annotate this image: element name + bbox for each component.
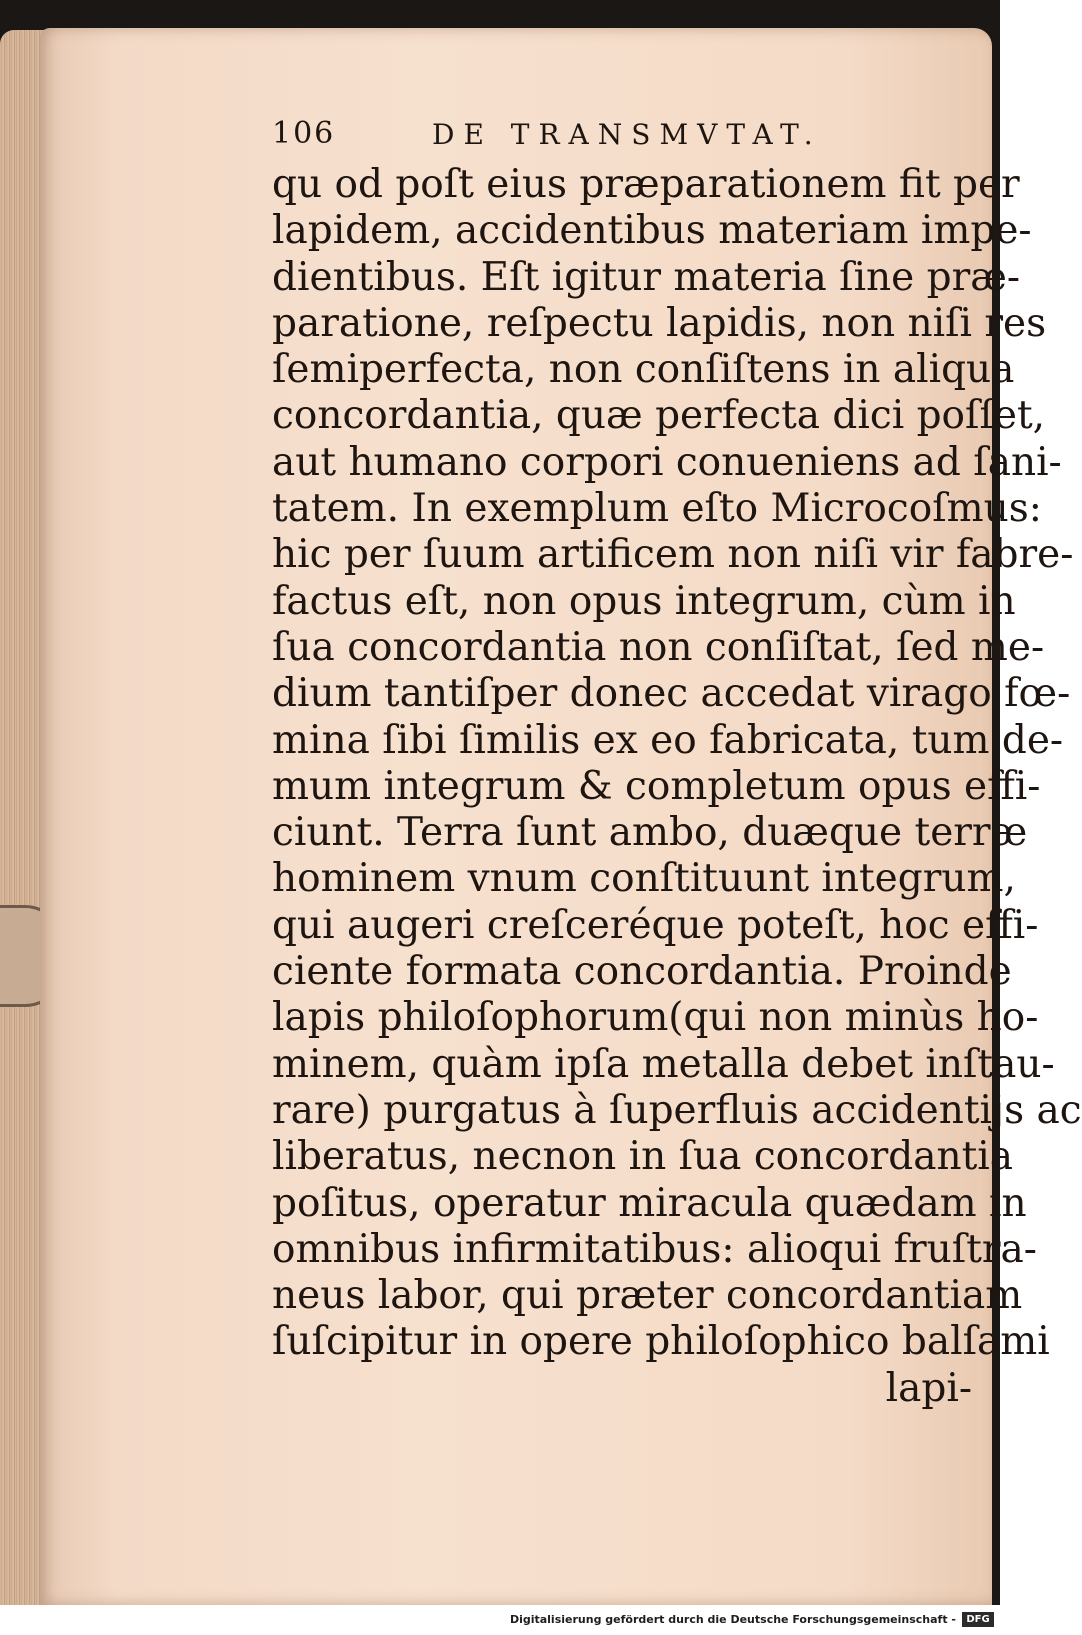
text-line: factus eſt, non opus integrum, cùm in (272, 578, 1016, 624)
text-line: aut humano corpori conueniens ad ſani- (272, 439, 1062, 485)
text-line: concordantia, quæ perfecta dici poſſet, (272, 393, 1046, 439)
text-line: tatem. In exemplum eſto Microcoſmus: (272, 486, 1042, 532)
text-line: ciente formata concordantia. Proinde (272, 949, 1012, 995)
text-line: neus labor, qui præter concordantiam (272, 1273, 1023, 1319)
text-line: dientibus. Eſt igitur materia ſine præ- (272, 254, 1021, 300)
text-line: mina ſibi ſimilis ex eo fabricata, tum de- (272, 717, 1064, 763)
dfg-logo: DFG (962, 1612, 994, 1627)
text-line: ſemiperfecta, non conſiſtens in aliqua (272, 347, 1015, 393)
text-line: hic per ſuum artificem non niſi vir fabre- (272, 532, 1074, 578)
text-line: rare) purgatus à ſuperfluis accidentijs ac (272, 1087, 1082, 1133)
text-line: ſuſcipitur in opere philoſophico balſami (272, 1319, 1050, 1365)
text-line: ſua concordantia non conſiſtat, ſed me- (272, 624, 1045, 670)
text-line: dium tantiſper donec accedat virago fœ- (272, 671, 1071, 717)
text-line: hominem vnum conſtituunt integrum, (272, 856, 1016, 902)
text-line: ciunt. Terra ſunt ambo, duæque terræ (272, 810, 1028, 856)
page-leaf (40, 28, 1082, 1605)
running-title: DE TRANSMVTAT. (432, 118, 822, 151)
text-line: minem, quàm ipſa metalla debet inſtau- (272, 1041, 1055, 1087)
running-head (272, 116, 1002, 162)
text-line: qui augeri creſceréque poteſt, hoc effi- (272, 902, 1039, 948)
text-line: lapis philoſophorum(qui non minùs ho- (272, 995, 1039, 1041)
body-text (272, 162, 1082, 1412)
page-number: 106 (272, 116, 336, 151)
text-line: liberatus, necnon in ſua concordantia (272, 1134, 1013, 1180)
text-line: paratione, reſpectu lapidis, non niſi res (272, 300, 1047, 346)
catchword: lapi- (885, 1365, 972, 1411)
text-line: qu od poſt eius præparationem fit per (272, 162, 1020, 207)
text-line: poſitus, operatur miracula quædam in (272, 1180, 1027, 1226)
text-line: mum integrum & completum opus effi- (272, 763, 1041, 809)
text-line: lapidem, accidentibus materiam impe- (272, 208, 1032, 254)
text-block (272, 116, 1082, 1412)
footer-credit: Digitalisierung gefördert durch die Deutsche Forschungsgemeinschaft - (509, 1613, 956, 1626)
text-line: omnibus infirmitatibus: alioqui fruſtra- (272, 1226, 1037, 1272)
digitization-footer (0, 1605, 1000, 1635)
